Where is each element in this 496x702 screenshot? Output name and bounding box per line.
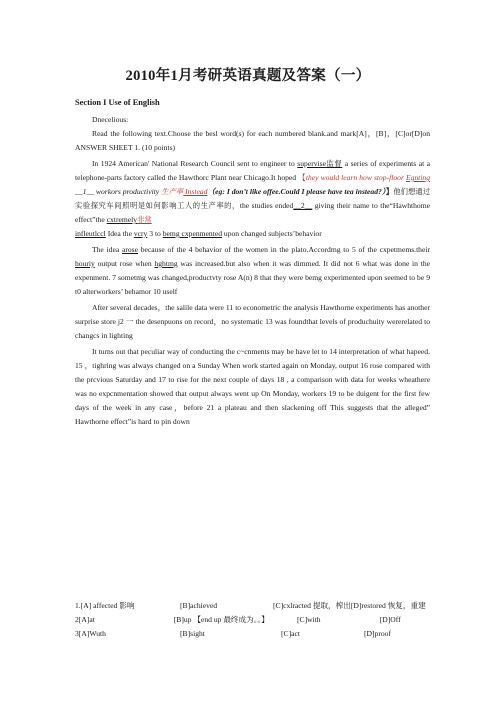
option-3-b: [B]sight xyxy=(180,629,205,638)
option-1-a: 1.[A] affected 影响 xyxy=(75,601,135,610)
passage-paragraph-3: After several decades，the salile data were 11 to econometric the analysis Hawthorne experiments has another surprise store j2 一 the desenpuons on record，no systematic 13 was foundthat levels of produchuity wererelated to changcs in lighting xyxy=(75,303,430,340)
option-2-b: [B]up 【end up 最终成为。。】 xyxy=(173,615,269,624)
answer-options xyxy=(75,599,455,641)
option-row-1 xyxy=(75,599,455,613)
passage-paragraph-2: The idea arose because of the 4 behavior of the women in the plato.Accordmg to 5 of the cxpetmems.their houriy output rose when hghtmg was increased.but also when it was dimmed. It did not 6 what was done in the expenment. 7 sometmg was changed,productvty rose A(n) 8 that they were bemg experimented upon seemed to be 9 t0 alterworkers’ behamor 10 uself xyxy=(75,245,430,296)
option-2-c: [C]with xyxy=(296,615,321,624)
option-1-b: [B]achieved xyxy=(180,601,218,610)
option-1-c: [C]cxlracted 提取，榨出[D]restored 恢复，重建 xyxy=(273,601,426,610)
passage-paragraph-1: In 1924 American' National Research Council sent to engineer to supervise监督 a series of experiments at a telephone-parts factory called the Hawthorc Plant near Chicago.It hoped 【they would learn how stop-floor Egnting __1__ workors productivity 生产率 Instead（eg: I don’t like offee.Could I please have tea instead?）】他们想通过实验探究车间照明是如何影响工人的生产率的，the studies ended__2__ giving their name to the“Hawhthome effect”the cxtremely非常 infleutlccl Idea the vcry 3 to bemg cxpenmented upon changed subjects’behavior xyxy=(75,159,431,238)
option-2-a: 2[A]at xyxy=(75,615,95,624)
option-3-c: [C]act xyxy=(281,629,300,638)
section-heading: Section I Use of English xyxy=(75,98,160,107)
passage-paragraph-4: It turns out that peculiar way of conducting the c~cnments may be have let to 14 interpretation of what hapeed. 15 ，tighring was always changed on a Sunday When work started again on Monday, output 16 rose compared with the prcvious Saturday and 17 to rise for the next couple of days 18 , a comparison with data for weeks wheathere was no expcnmentation showed that output always went up On Monday, workers 19 to be duigent for the first few days of the week in any case，before 21 a plateau and then slackening off This suggests that the alleged” Hawthorne effect”is hard to pin down xyxy=(75,347,430,426)
option-3-a: 3[A]Wuth xyxy=(75,629,106,638)
page-title: 2010年1月考研英语真题及答案（一） xyxy=(125,68,371,84)
option-2-d: [D]Off xyxy=(379,615,401,624)
option-row-3 xyxy=(75,627,455,641)
option-3-d: [D]proof xyxy=(364,629,391,638)
document-body xyxy=(75,113,430,429)
directions-label: Dnecelious: xyxy=(92,115,129,124)
directions-text: Read the following text.Choose the besl word(s) for each numbered blank.and mark[A]，[B]，[C]or[D]on ANSWER SHEET 1. (10 points) xyxy=(75,129,430,152)
option-row-2 xyxy=(75,613,455,627)
